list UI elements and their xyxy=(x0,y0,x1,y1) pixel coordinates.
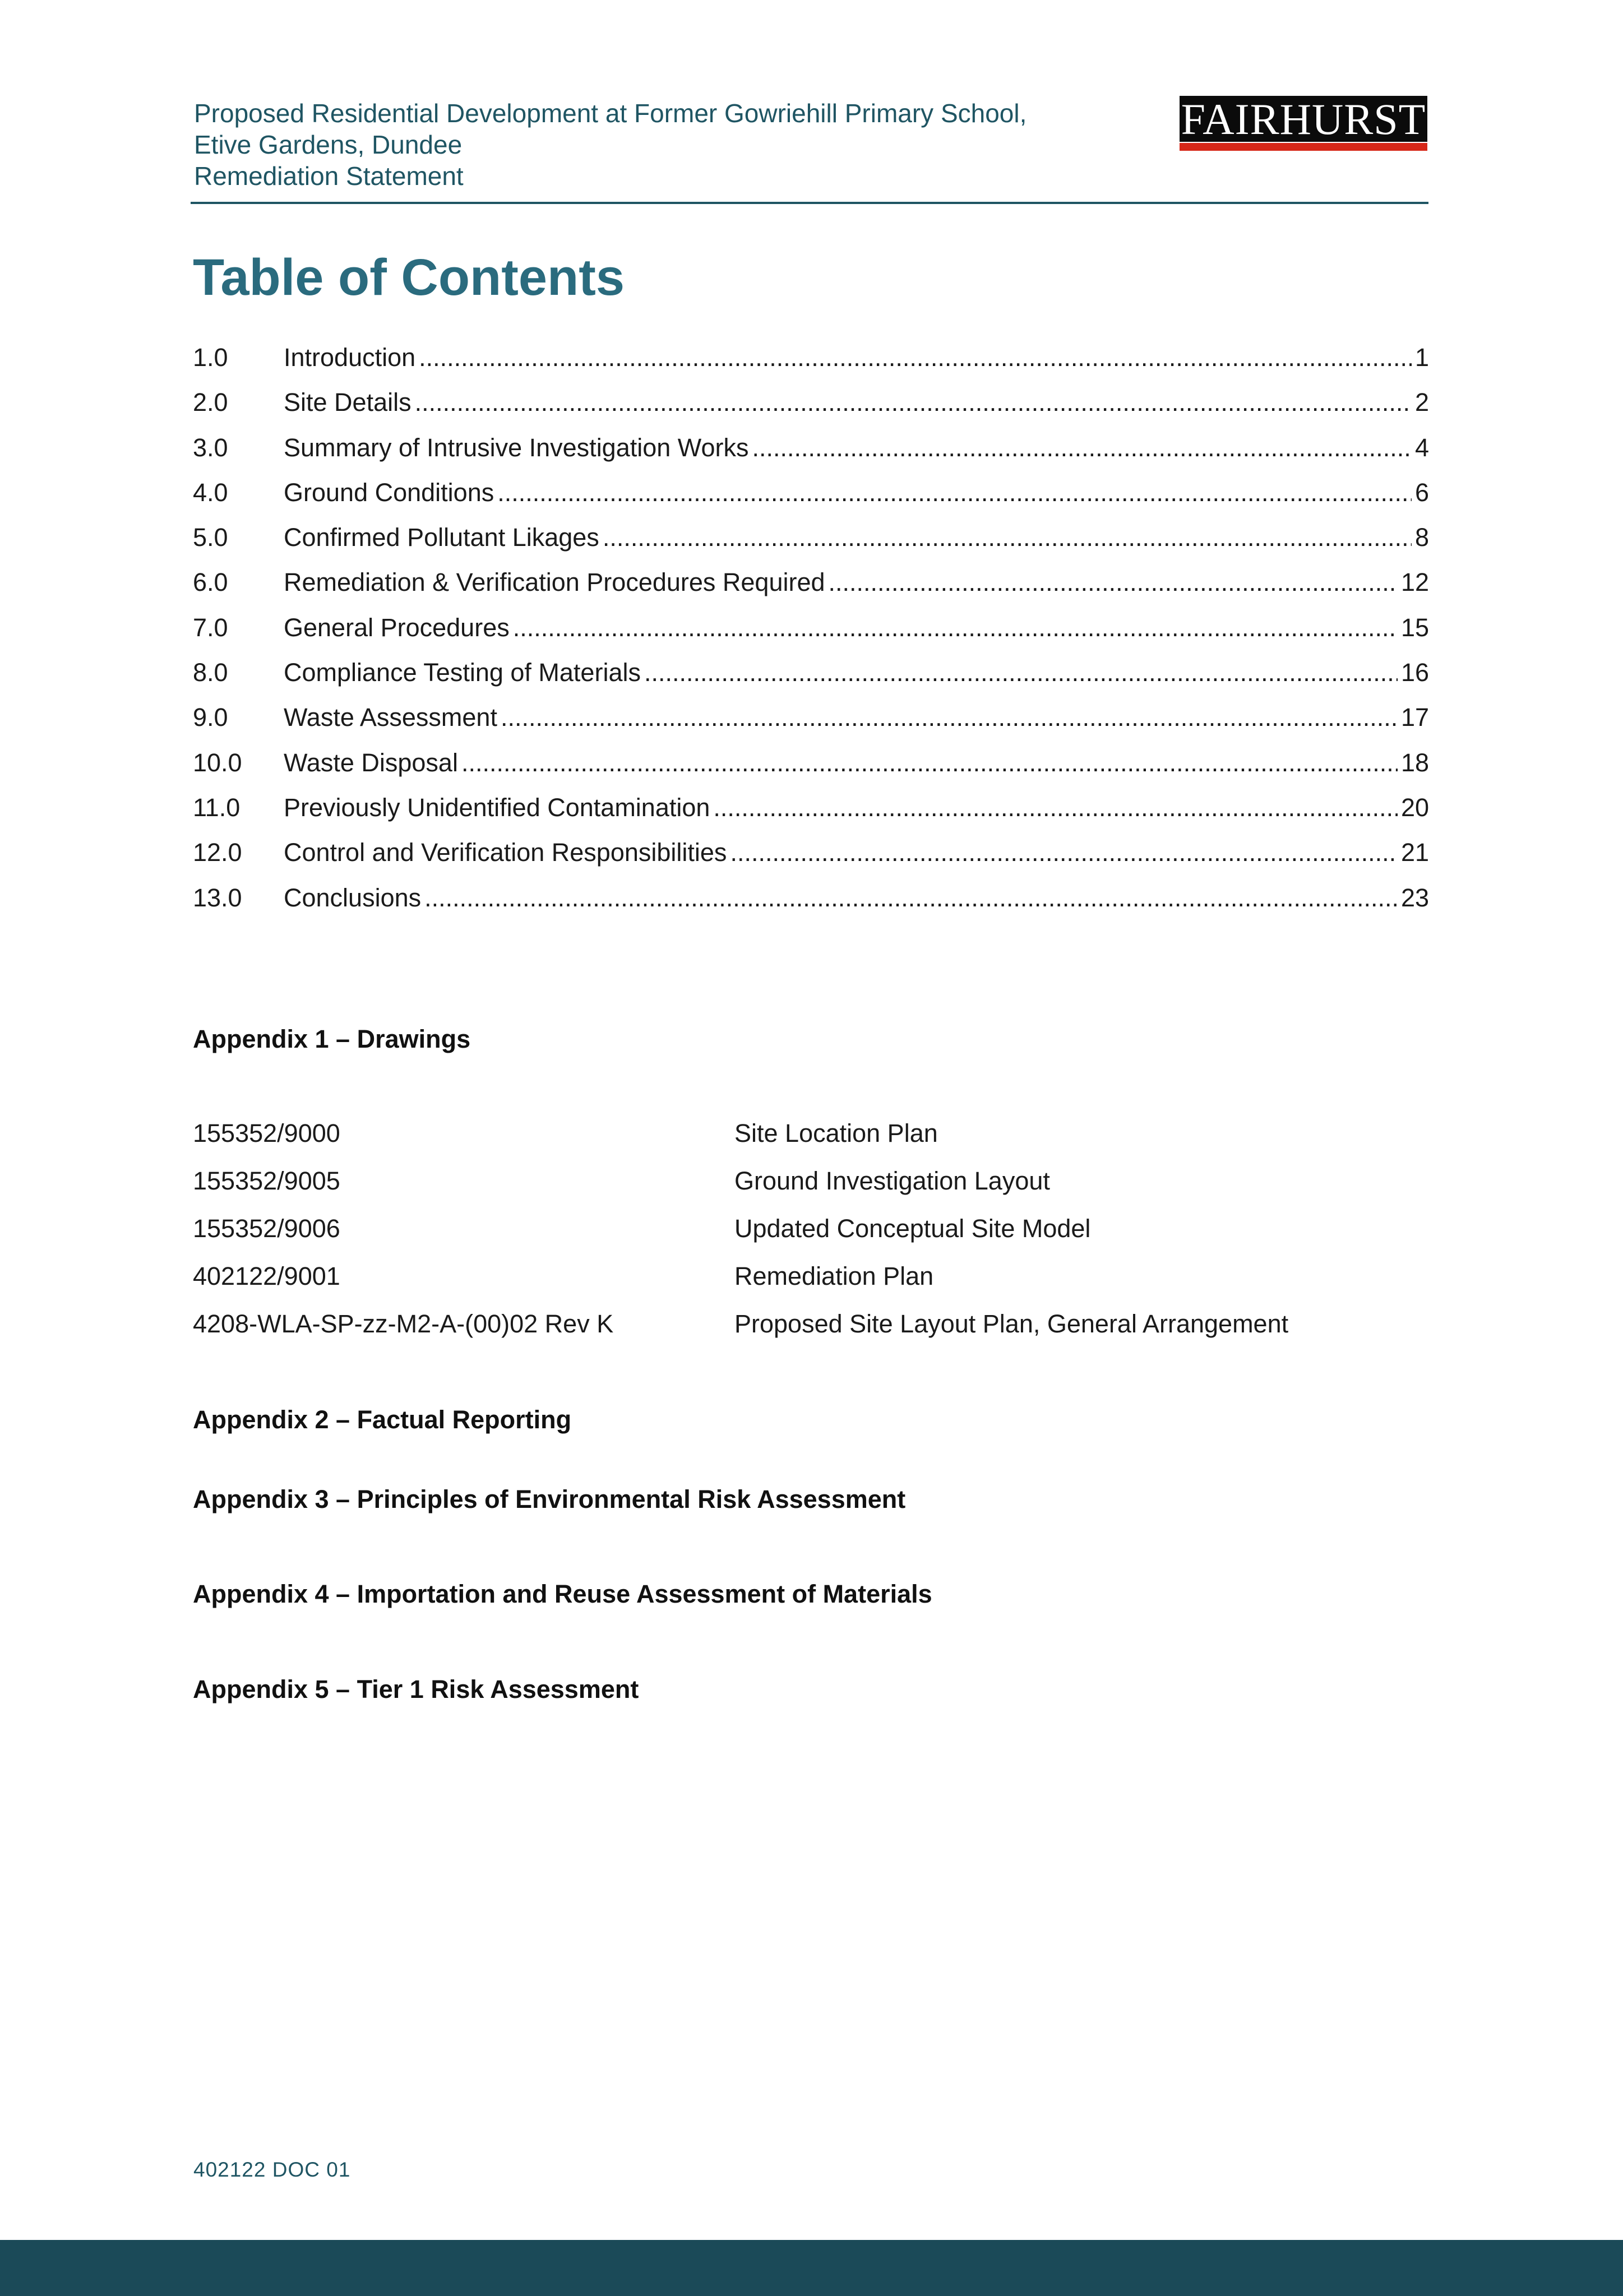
toc-entry[interactable] xyxy=(193,791,1429,836)
toc-entry-page: 16 xyxy=(1400,658,1429,687)
toc-dot-leader xyxy=(419,341,1412,374)
toc-entry-label: Control and Verification Responsibilities xyxy=(284,838,727,867)
header-project-line-2: Etive Gardens, Dundee xyxy=(194,130,463,159)
toc-entry-label: Waste Assessment xyxy=(284,703,497,732)
toc-entry-number: 6.0 xyxy=(193,568,228,597)
toc-entry-number: 8.0 xyxy=(193,658,228,687)
toc-entry[interactable] xyxy=(193,701,1429,746)
drawing-title: Ground Investigation Layout xyxy=(734,1166,1050,1195)
toc-entry-label: Remediation & Verification Procedures Required xyxy=(284,568,825,597)
toc-dot-leader xyxy=(730,836,1398,869)
toc-entry-page: 20 xyxy=(1400,793,1429,822)
drawing-row xyxy=(193,1260,1426,1307)
toc-entry-page: 6 xyxy=(1414,478,1429,507)
header-project-line-1: Proposed Residential Development at Former Gowriehill Primary School, xyxy=(194,99,1027,128)
toc-entry-number: 12.0 xyxy=(193,838,242,867)
toc-dot-leader xyxy=(752,431,1412,465)
toc-dot-leader xyxy=(829,566,1398,599)
toc-entry[interactable] xyxy=(193,476,1429,521)
toc-dot-leader xyxy=(513,611,1398,645)
drawing-number: 155352/9000 xyxy=(193,1119,340,1147)
toc-entry-page: 2 xyxy=(1414,388,1429,417)
toc-entry-label: General Procedures xyxy=(284,613,510,642)
toc-entry-page: 12 xyxy=(1400,568,1429,597)
toc-entry[interactable] xyxy=(193,431,1429,476)
toc-entry[interactable] xyxy=(193,881,1429,926)
appendix-4-heading: Appendix 4 – Importation and Reuse Assessment of Materials xyxy=(193,1580,932,1608)
toc-entry-page: 1 xyxy=(1414,343,1429,372)
drawing-title: Updated Conceptual Site Model xyxy=(734,1214,1091,1243)
toc-entry-page: 23 xyxy=(1400,883,1429,912)
toc-entry-label: Compliance Testing of Materials xyxy=(284,658,641,687)
toc-entry-number: 4.0 xyxy=(193,478,228,507)
toc-entry-number: 7.0 xyxy=(193,613,228,642)
drawing-number: 402122/9001 xyxy=(193,1262,340,1290)
header-divider xyxy=(191,202,1428,204)
toc-dot-leader xyxy=(497,476,1412,510)
toc-entry-label: Introduction xyxy=(284,343,416,372)
appendix-1-heading: Appendix 1 – Drawings xyxy=(193,1025,471,1053)
toc-entry[interactable] xyxy=(193,656,1429,701)
toc-entry[interactable] xyxy=(193,836,1429,881)
drawing-title: Proposed Site Layout Plan, General Arrangement xyxy=(734,1309,1289,1338)
toc-entry-number: 9.0 xyxy=(193,703,228,732)
toc-dot-leader xyxy=(713,791,1398,825)
toc-entry-page: 21 xyxy=(1400,838,1429,867)
toc-entry-number: 10.0 xyxy=(193,748,242,777)
toc-entry[interactable] xyxy=(193,341,1429,386)
toc-entry-label: Conclusions xyxy=(284,883,422,912)
toc-entry-page: 8 xyxy=(1414,523,1429,552)
drawing-row xyxy=(193,1164,1426,1212)
drawing-row xyxy=(193,1212,1426,1260)
toc-entry[interactable] xyxy=(193,611,1429,656)
drawing-number: 155352/9006 xyxy=(193,1214,340,1243)
toc-dot-leader xyxy=(461,746,1398,780)
drawing-row xyxy=(193,1117,1426,1164)
toc-entry-number: 1.0 xyxy=(193,343,228,372)
toc-entry-page: 17 xyxy=(1400,703,1429,732)
drawing-number: 155352/9005 xyxy=(193,1166,340,1195)
toc-entry-label: Ground Conditions xyxy=(284,478,494,507)
toc-dot-leader xyxy=(501,701,1398,734)
drawing-row xyxy=(193,1307,1426,1355)
header-document-type: Remediation Statement xyxy=(194,161,464,191)
table-of-contents xyxy=(193,341,1429,926)
toc-entry-label: Confirmed Pollutant Likages xyxy=(284,523,599,552)
toc-dot-leader xyxy=(415,386,1412,419)
toc-entry-label: Site Details xyxy=(284,388,411,417)
toc-entry-number: 11.0 xyxy=(193,793,241,822)
fairhurst-logo xyxy=(1180,96,1427,152)
toc-entry-number: 2.0 xyxy=(193,388,228,417)
document-header xyxy=(194,98,1147,192)
toc-entry-label: Waste Disposal xyxy=(284,748,458,777)
appendix-2-heading: Appendix 2 – Factual Reporting xyxy=(193,1405,572,1434)
page-title: Table of Contents xyxy=(193,249,625,306)
toc-entry-label: Summary of Intrusive Investigation Works xyxy=(284,433,749,462)
toc-entry[interactable] xyxy=(193,746,1429,791)
toc-entry[interactable] xyxy=(193,521,1429,566)
drawing-number: 4208-WLA-SP-zz-M2-A-(00)02 Rev K xyxy=(193,1309,614,1338)
toc-dot-leader xyxy=(424,881,1398,915)
appendix-5-heading: Appendix 5 – Tier 1 Risk Assessment xyxy=(193,1675,639,1704)
toc-dot-leader xyxy=(603,521,1412,554)
appendix-3-heading: Appendix 3 – Principles of Environmental Risk Assessment xyxy=(193,1485,906,1513)
logo-wordmark: FAIRHURST xyxy=(1180,96,1427,142)
toc-entry-number: 3.0 xyxy=(193,433,228,462)
drawing-title: Site Location Plan xyxy=(734,1119,938,1147)
footer-bar xyxy=(0,2240,1623,2296)
drawings-list xyxy=(193,1117,1426,1355)
drawing-title: Remediation Plan xyxy=(734,1262,934,1290)
toc-entry-number: 13.0 xyxy=(193,883,242,912)
logo-red-bar xyxy=(1180,143,1427,151)
toc-entry-page: 4 xyxy=(1414,433,1429,462)
toc-dot-leader xyxy=(644,656,1398,689)
toc-entry[interactable] xyxy=(193,566,1429,610)
toc-entry-label: Previously Unidentified Contamination xyxy=(284,793,710,822)
toc-entry-page: 18 xyxy=(1400,748,1429,777)
toc-entry[interactable] xyxy=(193,386,1429,430)
document-reference: 402122 DOC 01 xyxy=(193,2158,351,2181)
toc-entry-page: 15 xyxy=(1400,613,1429,642)
toc-entry-number: 5.0 xyxy=(193,523,228,552)
